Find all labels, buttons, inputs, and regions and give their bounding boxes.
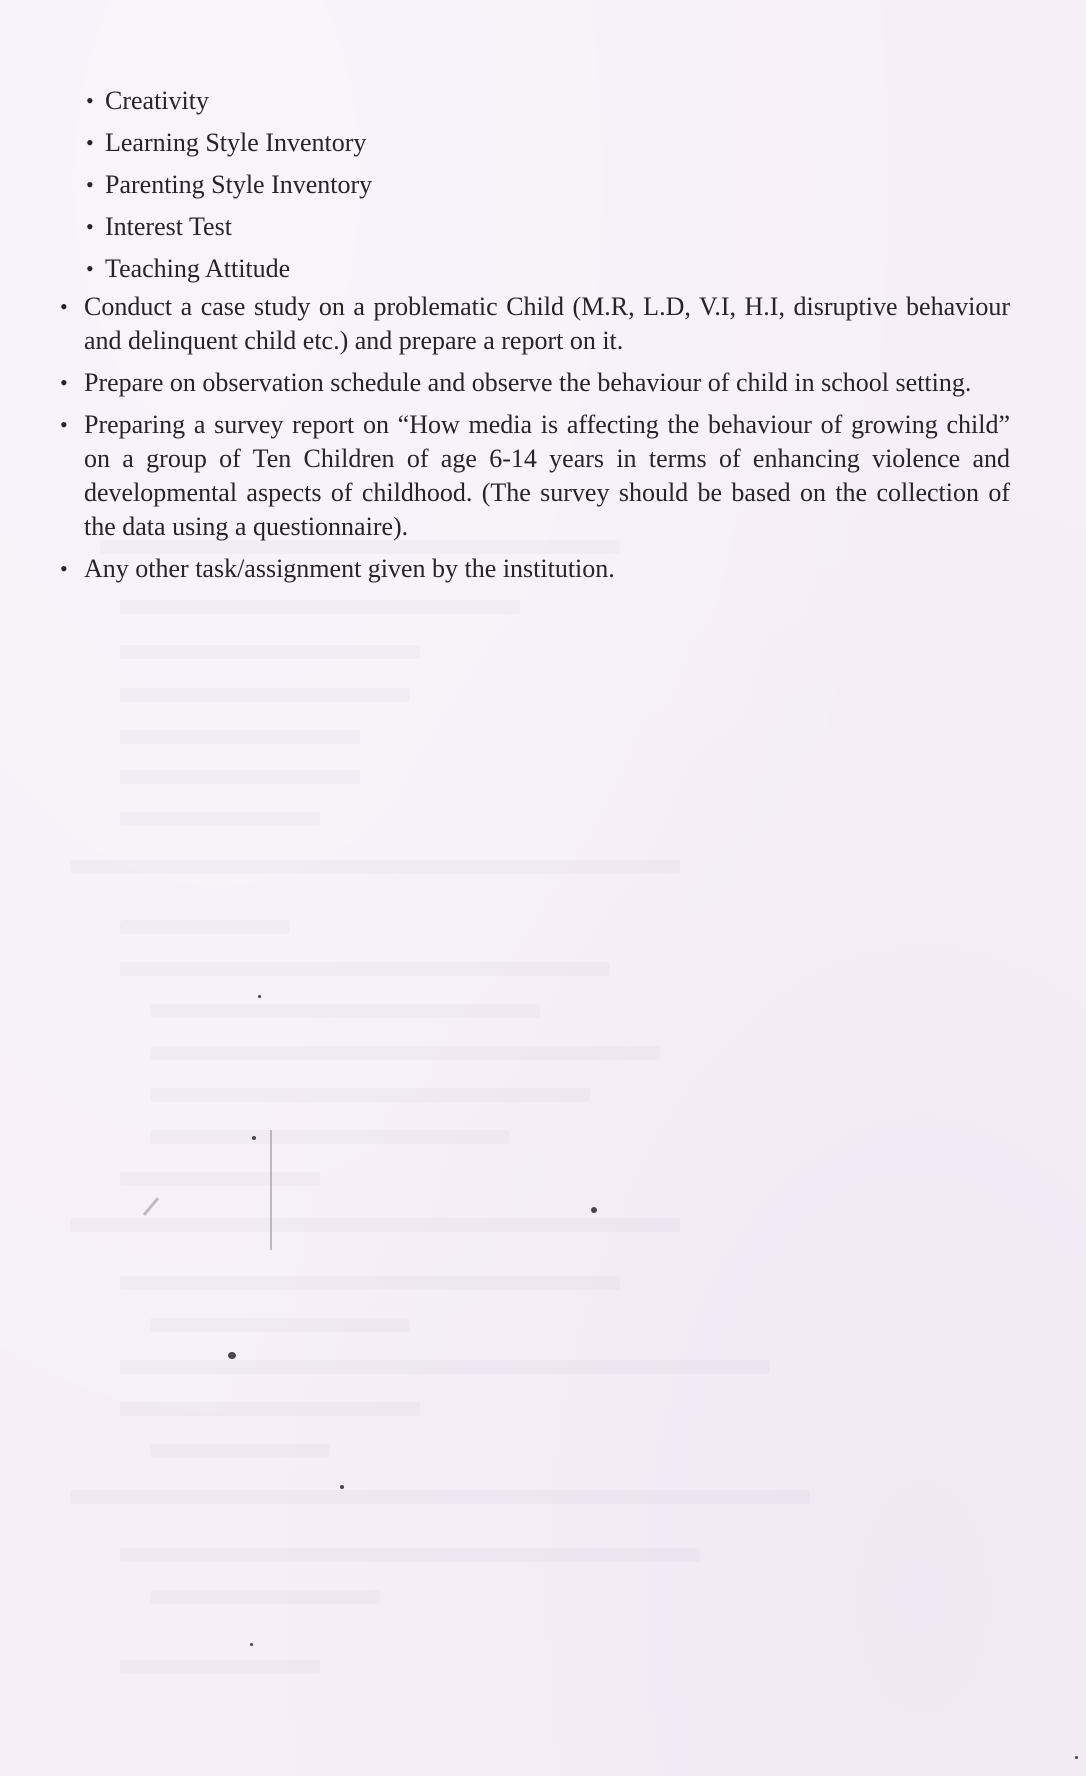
bleed-through-line [150, 1590, 380, 1604]
bullet-icon: • [86, 88, 94, 113]
sub-bullet-item [86, 248, 372, 290]
scan-speck [228, 1352, 236, 1359]
bleed-through-line [120, 920, 290, 934]
bleed-through-line [150, 1004, 540, 1018]
bleed-through-line [120, 1660, 320, 1674]
bleed-through-line [150, 1088, 590, 1102]
bleed-through-line [120, 600, 520, 614]
bleed-through-line [150, 1444, 330, 1458]
scan-mark [143, 1197, 159, 1216]
main-bullet-text: Prepare on observation schedule and observe the behaviour of child in school setting. [84, 368, 972, 397]
bullet-icon: • [60, 412, 68, 437]
bleed-through-line [70, 1490, 810, 1504]
main-bullet-list [58, 290, 1010, 594]
bleed-through-line [120, 645, 420, 659]
bleed-through-line [150, 1046, 660, 1060]
bleed-through-line [120, 770, 360, 784]
bleed-through-line [150, 1318, 410, 1332]
sub-bullet-label: Learning Style Inventory [105, 128, 367, 157]
scan-speck [250, 1643, 253, 1646]
bullet-icon: • [60, 294, 68, 319]
bleed-through-line [70, 860, 680, 874]
sub-bullet-label: Creativity [105, 86, 209, 115]
scan-mark [270, 1130, 272, 1250]
sub-bullet-item [86, 206, 372, 248]
sub-bullet-list [86, 80, 372, 290]
bleed-through-line [150, 1130, 510, 1144]
bleed-through-line [120, 730, 360, 744]
sub-bullet-label: Parenting Style Inventory [105, 170, 373, 199]
scan-speck [258, 995, 261, 998]
bullet-icon: • [86, 214, 94, 239]
bleed-through-line [120, 1172, 320, 1186]
sub-bullet-item [86, 122, 372, 164]
main-bullet-item [58, 366, 1010, 400]
scan-speck [340, 1485, 344, 1489]
sub-bullet-item [86, 80, 372, 122]
scan-speck [1075, 1756, 1078, 1759]
bleed-through-line [70, 1218, 680, 1232]
bullet-icon: • [60, 556, 68, 581]
bullet-icon: • [86, 172, 94, 197]
scan-speck [252, 1136, 256, 1140]
bullet-icon: • [86, 130, 94, 155]
main-bullet-text: Preparing a survey report on “How media is affecting the behaviour of growing child” on a group of Ten Children of age 6-14 years in terms of enhancing violence and developmental aspects of childhood. (The survey should be based on the collection of the data using a questionnaire). [84, 410, 1010, 541]
main-bullet-item [58, 408, 1010, 544]
bullet-icon: • [86, 256, 94, 281]
main-bullet-text: Conduct a case study on a problematic Child (M.R, L.D, V.I, H.I, disruptive behaviour and delinquent child etc.) and prepare a report on it. [84, 292, 1010, 355]
main-bullet-item [58, 290, 1010, 358]
main-bullet-text: Any other task/assignment given by the institution. [84, 554, 615, 583]
bleed-through-line [120, 812, 320, 826]
scan-speck [591, 1207, 597, 1213]
bleed-through-line [120, 1402, 420, 1416]
bleed-through-line [120, 962, 610, 976]
main-bullet-item [58, 552, 1010, 586]
bleed-through-line [120, 688, 410, 702]
sub-bullet-label: Teaching Attitude [105, 254, 291, 283]
bullet-icon: • [60, 370, 68, 395]
sub-bullet-item [86, 164, 372, 206]
bleed-through-line [120, 1360, 770, 1374]
sub-bullet-label: Interest Test [105, 212, 232, 241]
bleed-through-line [120, 1548, 700, 1562]
bleed-through-line [120, 1276, 620, 1290]
